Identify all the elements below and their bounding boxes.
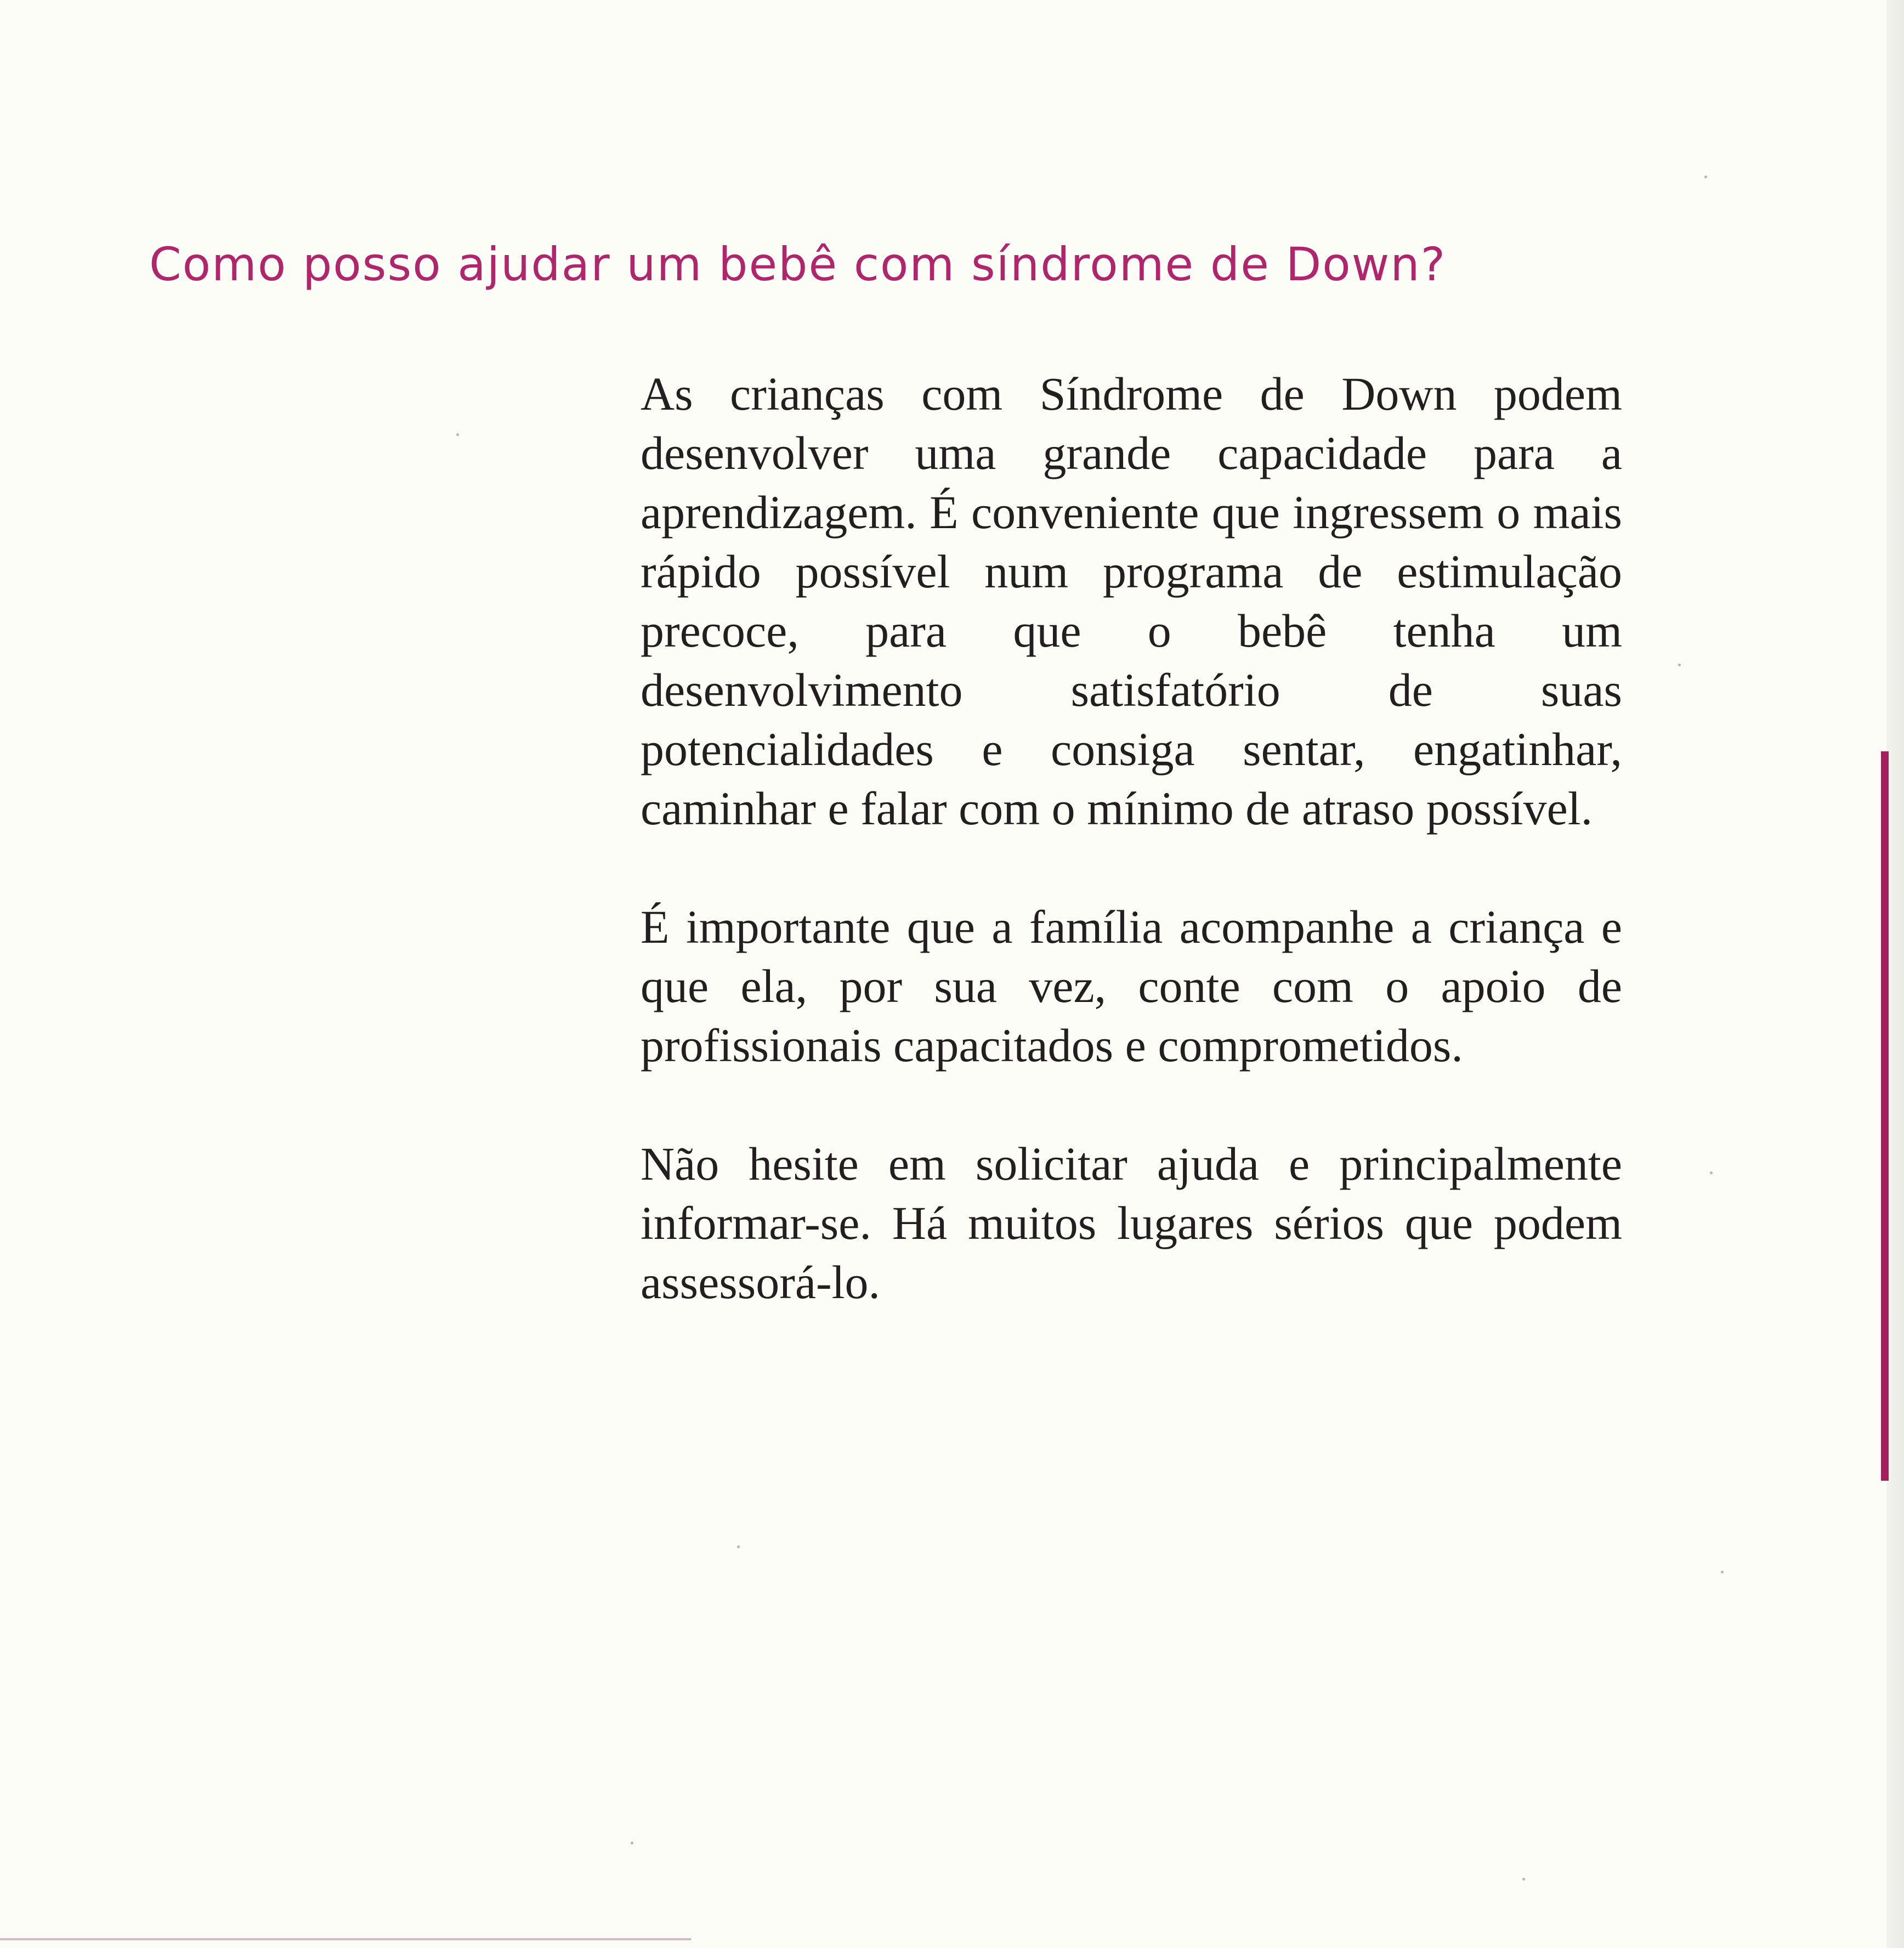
paragraph-family-support: É importante que a família acompanhe a criança e que ela, por sua vez, conte com o apoio de profissionais capacitados e comprometidos. <box>641 901 1622 1072</box>
page-edge-shadow <box>1886 0 1904 1948</box>
scan-speck <box>631 1842 633 1844</box>
scan-speck <box>1522 1878 1525 1881</box>
scan-speck <box>1704 175 1707 178</box>
scan-speck <box>1721 1571 1724 1573</box>
scan-speck <box>456 433 459 436</box>
page-title: Como posso ajudar um bebê com síndrome de Down? <box>149 237 1447 291</box>
page-bottom-edge <box>0 1938 691 1940</box>
paragraph-intro: As crianças com Síndrome de Down podem desenvolver uma grande capacidade para a aprendizagem. É conveniente que ingressem o mais rápido possível num programa de estimulação precoce, para que o bebê tenha um desenvolvimento satisfatório de suas potencialidades e consiga sentar, engatinhar, caminhar e falar com o mínimo de atraso possível. <box>641 367 1622 835</box>
paragraph-seek-help: Não hesite em solicitar ajuda e principalmente informar-se. Há muitos lugares sérios que podem assessorá-lo. <box>641 1137 1622 1309</box>
page-edge-color-stripe <box>1881 751 1889 1481</box>
scan-speck <box>1710 1171 1713 1174</box>
scan-speck <box>737 1545 740 1548</box>
scan-speck <box>1678 664 1681 666</box>
body-text-block <box>641 364 1622 1312</box>
